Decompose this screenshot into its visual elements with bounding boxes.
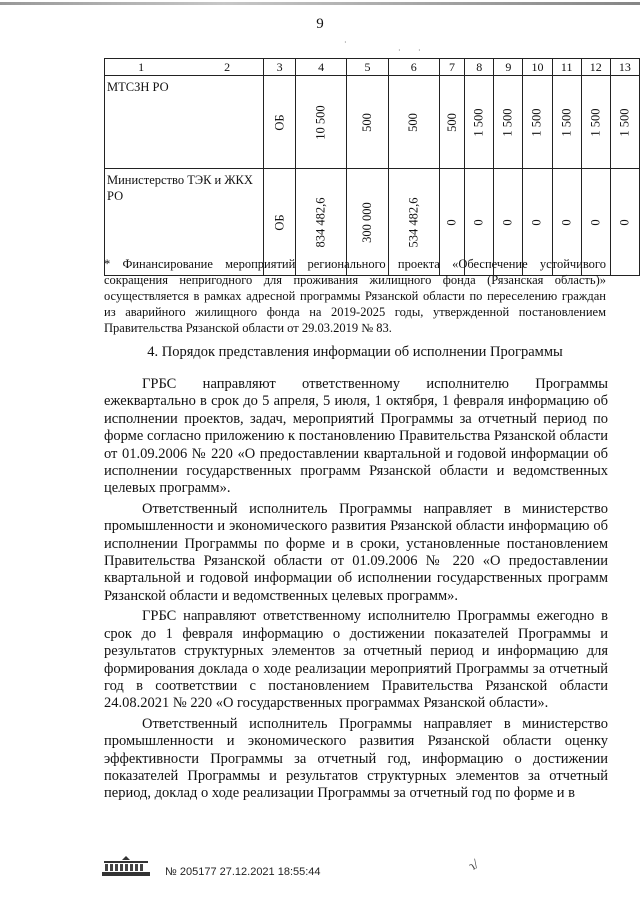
header-cell: 3 <box>264 59 296 76</box>
registration-stamp: № 205177 27.12.2021 18:55:44 <box>165 866 321 878</box>
header-cell: 7 <box>439 59 464 76</box>
header-cell: 11 <box>552 59 581 76</box>
body-paragraph: ГРБС направляют ответственному исполнителю Программы ежегодно в срок до 1 февраля информацию о достижении показателей Программы и результатов структурных элементов за отчетный период и информацию для формирования доклада о ходе реализации мероприятий Программы за отчетный год в соответствии с постановлением Правительства Рязанской области 24.08.2021 № 220 «О государственных программах Рязанской области». <box>104 608 608 712</box>
value-cell: 1 500 <box>610 76 639 169</box>
header-cell: 6 <box>388 59 439 76</box>
value-cell: 500 <box>347 76 389 169</box>
source-cell: ОБ <box>264 169 296 276</box>
header-cell: 13 <box>610 59 639 76</box>
value-cell: 300 000 <box>347 169 389 276</box>
value-cell: 534 482,6 <box>388 169 439 276</box>
body-paragraph: ГРБС направляют ответственному исполнителю Программы ежеквартально в срок до 5 апреля, 5 июля, 1 октября, 1 февраля информацию об исполнении проектов, задач, мероприятий Программы за отчетный период по форме согласно приложению к постановлению Правительства Рязанской области от 01.09.2006 № 220 «О предоставлении квартальной и годовой информации об исполнении государственных программ Рязанской области и ведомственных целевых программ». <box>104 376 608 497</box>
header-cell: 1 2 <box>105 59 264 76</box>
value-cell: 1 500 <box>465 76 494 169</box>
executor-name-cell: Министерство ТЭК и ЖКХ РО <box>105 169 264 276</box>
header-cell: 10 <box>523 59 552 76</box>
value-cell: 0 <box>439 169 464 276</box>
value-cell: 0 <box>494 169 523 276</box>
scan-speck: · <box>418 46 421 55</box>
value-cell: 834 482,6 <box>296 169 347 276</box>
value-cell: 0 <box>610 169 639 276</box>
value-cell: 0 <box>552 169 581 276</box>
value-cell: 0 <box>581 169 610 276</box>
value-cell: 1 500 <box>552 76 581 169</box>
value-cell: 500 <box>388 76 439 169</box>
table-row <box>105 76 640 169</box>
executor-name-cell: МТСЗН РО <box>105 76 264 169</box>
page-number: 9 <box>316 16 324 32</box>
table-footnote: * Финансирование мероприятий регионального проекта «Обеспечение устойчивого сокращения непригодного для проживания жилищного фонда (Рязанская область)» осуществляется в рамках адресной программы Рязанской области по переселению граждан из аварийного жилищного фонда на 2019-2025 годы, утвержденной постановлением Правительства Рязанской области от 29.03.2019 № 83. <box>104 257 606 335</box>
value-cell: 1 500 <box>581 76 610 169</box>
body-paragraph: Ответственный исполнитель Программы направляет в министерство промышленности и экономического развития Рязанской области оценку эффективности Программы за отчетный год, информацию о достижении показателей Программы и результатов структурных элементов за отчетный период, доклад о ходе реализации Программы за отчетный год по форме и в <box>104 715 608 802</box>
header-cell: 4 <box>296 59 347 76</box>
scan-speck: · <box>344 38 347 47</box>
value-cell: 1 500 <box>523 76 552 169</box>
value-cell: 10 500 <box>296 76 347 169</box>
scan-speck: · <box>398 46 401 55</box>
header-cell: 8 <box>465 59 494 76</box>
scan-top-edge <box>0 2 640 5</box>
handwritten-mark: ɿ/ <box>466 856 482 875</box>
value-cell: 0 <box>465 169 494 276</box>
value-cell: 500 <box>439 76 464 169</box>
source-cell: ОБ <box>264 76 296 169</box>
value-cell: 1 500 <box>494 76 523 169</box>
section-body <box>104 376 608 803</box>
table-header-row <box>105 59 640 76</box>
header-cell: 12 <box>581 59 610 76</box>
financing-table <box>104 58 640 276</box>
header-cell: 9 <box>494 59 523 76</box>
value-cell: 0 <box>523 169 552 276</box>
section-heading: 4. Порядок представления информации об исполнении Программы <box>147 344 563 360</box>
header-cell: 5 <box>347 59 389 76</box>
building-logo-icon <box>100 855 152 877</box>
body-paragraph: Ответственный исполнитель Программы направляет в министерство промышленности и экономического развития Рязанской области информацию об исполнении Программы по форме и в сроки, установленные постановлением Правительства Рязанской области от 01.09.2006 № 220 «О предоставлении квартальной и годовой информации об исполнении государственных программ Рязанской области и ведомственных целевых программ». <box>104 500 608 604</box>
